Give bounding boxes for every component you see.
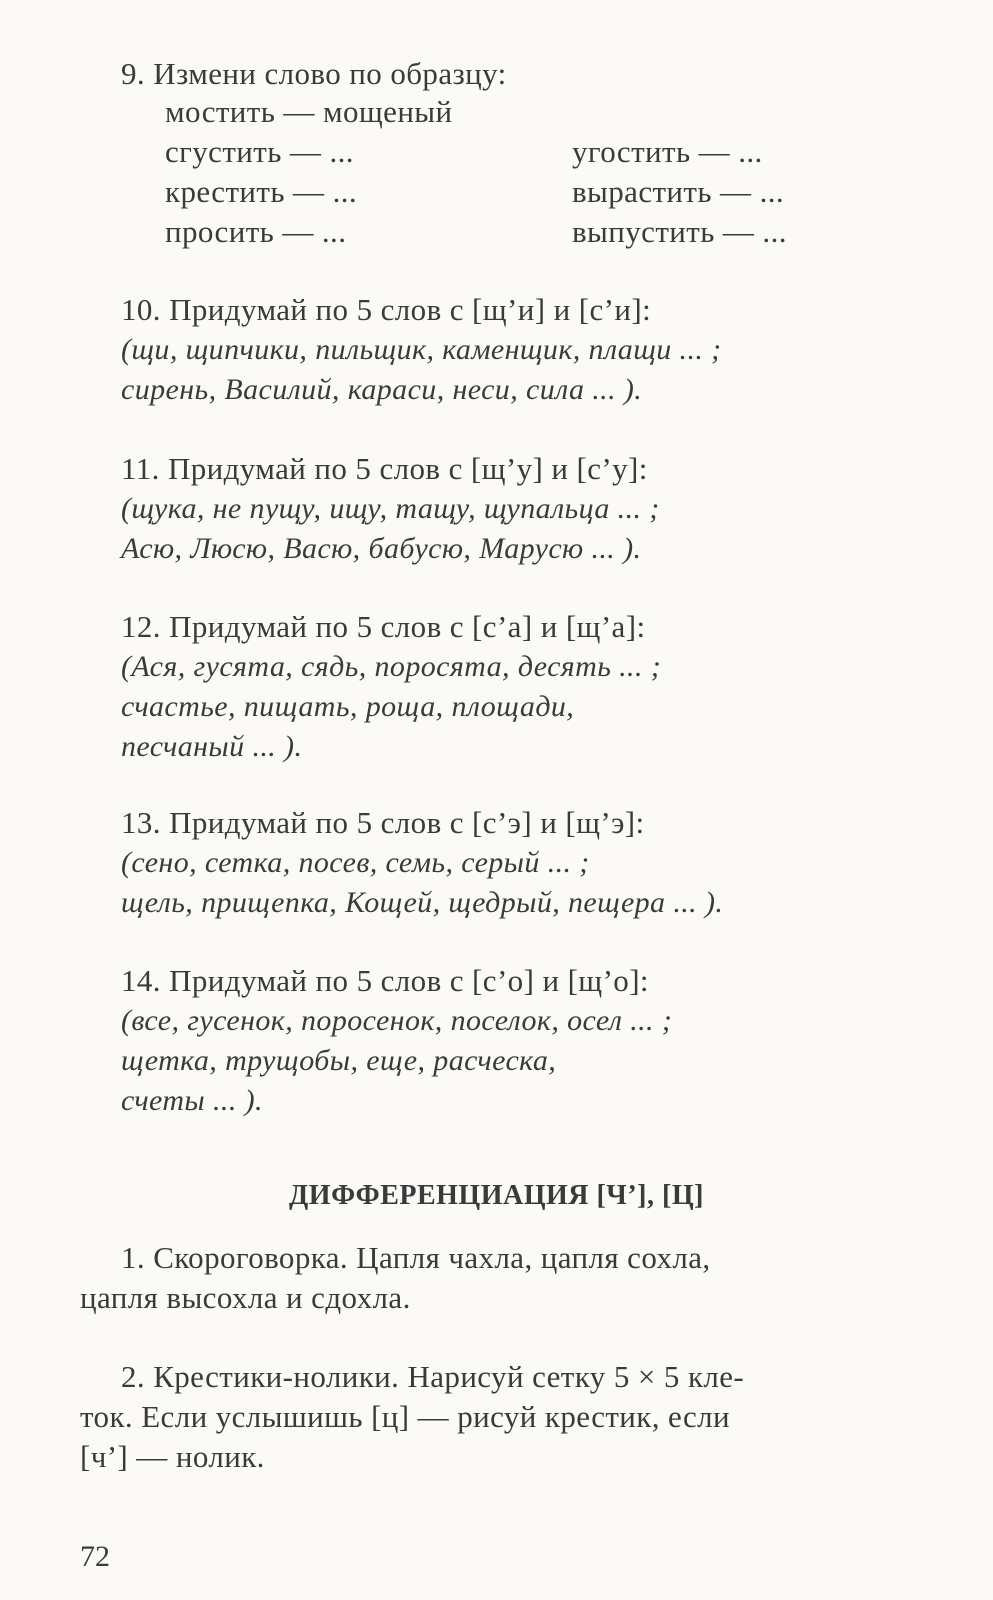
exercise-14-words-1: (все, гусенок, поросенок, поселок, осел ... ;: [121, 1004, 673, 1037]
exercise-9-left-1: сгустить — ...: [165, 134, 354, 169]
exercise-14-words-2: щетка, трущобы, еще, расческа,: [121, 1044, 557, 1077]
exercise-10-words-1: (щи, щипчики, пильщик, каменщик, плащи ... ;: [121, 333, 722, 366]
diff-exercise-2-line-2: ток. Если услышишь [ц] — рисуй крестик, если: [80, 1399, 730, 1434]
exercise-12-words-3: песчаный ... ).: [121, 730, 303, 763]
exercise-12-words-2: счастье, пищать, роща, площади,: [121, 690, 575, 723]
exercise-13-title: 13. Придумай по 5 слов с [с’э] и [щ’э]:: [121, 805, 645, 840]
exercise-12-words-1: (Ася, гусята, сядь, поросята, десять ... ;: [121, 650, 662, 683]
exercise-10-words-2: сирень, Василий, караси, неси, сила ... ).: [121, 373, 643, 406]
exercise-12-title: 12. Придумай по 5 слов с [с’а] и [щ’а]:: [121, 609, 646, 644]
exercise-9-right-1: угостить — ...: [572, 134, 763, 169]
exercise-9-title: 9. Измени слово по образцу:: [121, 56, 507, 91]
section-heading: ДИФФЕРЕНЦИАЦИЯ [Ч’], [Ц]: [289, 1180, 704, 1211]
exercise-11-title: 11. Придумай по 5 слов с [щ’у] и [с’у]:: [121, 451, 648, 486]
exercise-9-left-2: крестить — ...: [165, 174, 358, 209]
page-number: 72: [80, 1540, 110, 1573]
exercise-9-left-3: просить — ...: [165, 214, 347, 249]
exercise-14-title: 14. Придумай по 5 слов с [с’о] и [щ’о]:: [121, 963, 649, 998]
exercise-10-title: 10. Придумай по 5 слов с [щ’и] и [с’и]:: [121, 292, 652, 327]
exercise-11-words-1: (щука, не пущу, ищу, тащу, щупальца ... ;: [121, 492, 660, 525]
exercise-13-words-2: щель, прищепка, Кощей, щедрый, пещера ... ).: [121, 886, 724, 919]
diff-exercise-1-line-1: 1. Скороговорка. Цапля чахла, цапля сохла,: [121, 1240, 711, 1275]
exercise-14-words-3: счеты ... ).: [121, 1084, 263, 1117]
diff-exercise-2-line-3: [ч’] — нолик.: [80, 1439, 265, 1474]
exercise-9-right-2: вырастить — ...: [572, 174, 785, 209]
exercise-11-words-2: Асю, Люсю, Васю, бабусю, Марусю ... ).: [121, 532, 642, 565]
diff-exercise-1-line-2: цапля высохла и сдохла.: [80, 1280, 411, 1315]
diff-exercise-2-line-1: 2. Крестики-нолики. Нарисуй сетку 5 × 5 кле-: [121, 1359, 745, 1394]
exercise-13-words-1: (сено, сетка, посев, семь, серый ... ;: [121, 846, 590, 879]
exercise-9-right-3: выпустить — ...: [572, 214, 787, 249]
exercise-9-sample: мостить — мощеный: [165, 94, 453, 129]
